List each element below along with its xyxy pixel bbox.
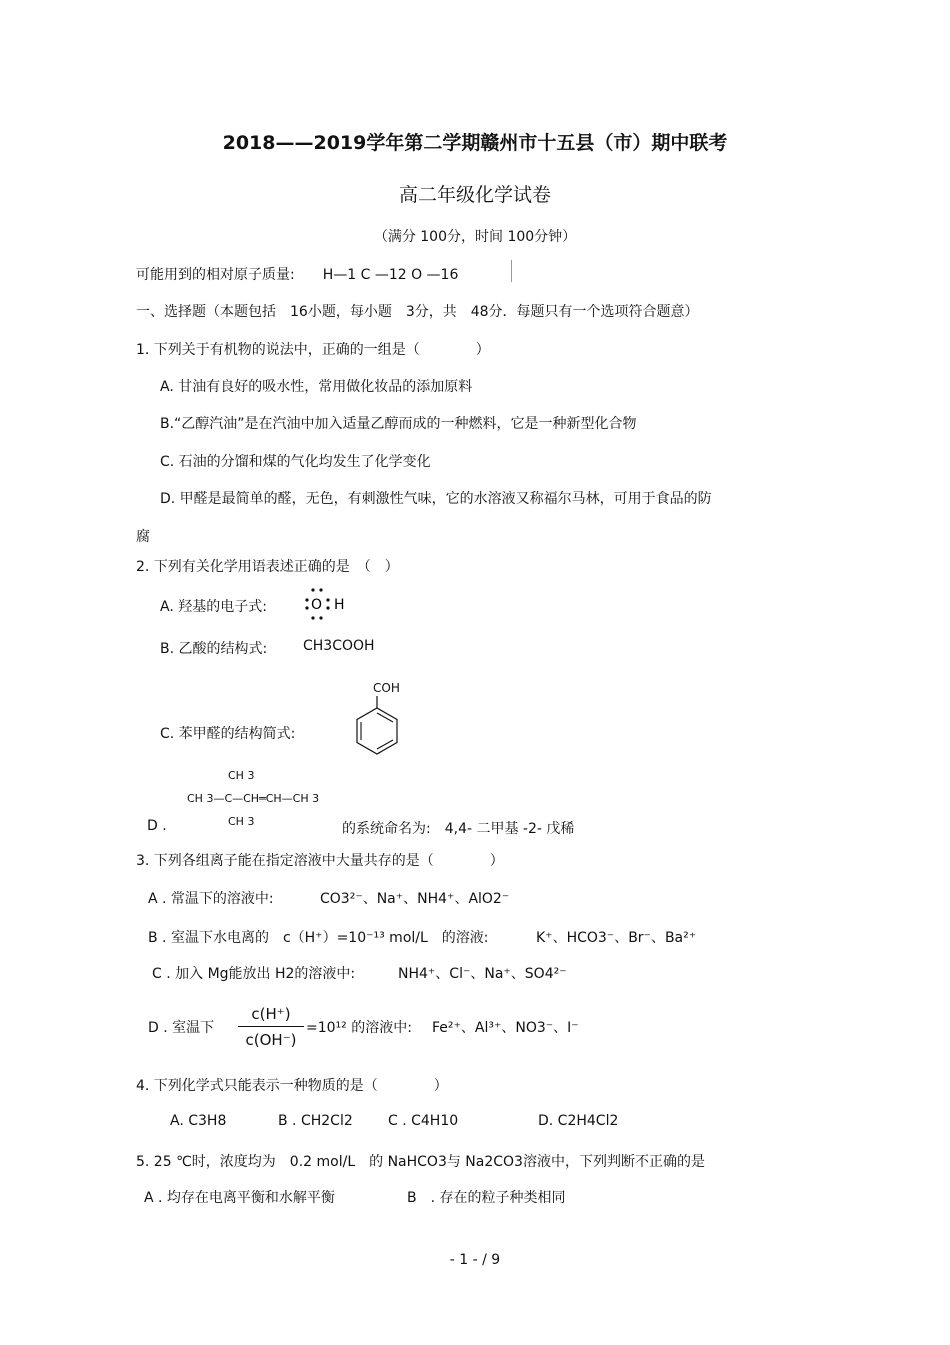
- question-4-option-d: D. C2H4Cl2: [538, 1113, 619, 1129]
- question-3-option-c-ions: NH4⁺、Cl⁻、Na⁺、SO4²⁻: [398, 966, 567, 982]
- question-3-option-a-ions: CO3²⁻、Na⁺、NH4⁺、AlO2⁻: [320, 891, 510, 907]
- question-3-option-a-prefix: A . 常温下的溶液中:: [148, 891, 274, 907]
- pentene-chain-label: CH 3—C—CH═CH—CH 3: [187, 792, 320, 805]
- question-3-option-b-prefix: B . 室温下水电离的 c（H⁺）=10⁻¹³ mol/L 的溶液:: [148, 930, 489, 946]
- question-1-option-c: C. 石油的分馏和煤的气化均发生了化学变化: [160, 454, 431, 470]
- question-2-option-d-text: 的系统命名为: 4,4- 二甲基 -2- 戊稀: [342, 821, 575, 837]
- exam-title: 2018——2019学年第二学期赣州市十五县（市）期中联考: [222, 132, 728, 154]
- hydrogen-symbol: H: [334, 597, 345, 613]
- atomic-masses: 可能用到的相对原子质量: H—1 C —12 O —16: [136, 267, 459, 283]
- question-5-option-a: A . 均存在电离平衡和水解平衡: [144, 1190, 335, 1206]
- acetic-acid-formula: CH3COOH: [303, 638, 375, 654]
- question-1-option-d-cont: 腐: [136, 529, 150, 545]
- benzaldehyde-group-label: COH: [373, 681, 400, 695]
- fraction-denominator: c(OH⁻): [245, 1031, 297, 1049]
- question-2-option-a-label: A. 羟基的电子式:: [160, 599, 267, 615]
- fraction-bar: [238, 1026, 304, 1027]
- question-3-option-c-prefix: C . 加入 Mg能放出 H2的溶液中:: [152, 966, 356, 982]
- question-3-option-d-ions: Fe²⁺、Al³⁺、NO3⁻、I⁻: [432, 1020, 579, 1036]
- oxygen-symbol: O: [311, 597, 323, 613]
- methyl-bottom-label: CH 3: [228, 815, 255, 828]
- question-4-option-b: B . CH2Cl2: [278, 1113, 353, 1129]
- fraction-numerator: c(H⁺): [251, 1005, 291, 1023]
- section-heading: 一、选择题（本题包括 16小题，每小题 3分，共 48分．每题只有一个选项符合题意）: [136, 304, 699, 320]
- question-5-option-b: B . 存在的粒子种类相同: [407, 1190, 566, 1206]
- question-5-stem: 5. 25 ℃时，浓度均为 0.2 mol/L 的 NaHCO3与 Na2CO3溶液中，下列判断不正确的是: [136, 1154, 705, 1170]
- exam-subtitle: 高二年级化学试卷: [398, 184, 551, 206]
- score-time: （满分 100分，时间 100分钟）: [373, 229, 577, 245]
- question-3-option-d-ratio: =10¹² 的溶液中:: [306, 1020, 412, 1036]
- question-4-option-a: A. C3H8: [170, 1113, 227, 1129]
- question-3-stem: 3. 下列各组离子能在指定溶液中大量共存的是（ ）: [136, 853, 504, 869]
- question-3-option-d-prefix: D . 室温下: [148, 1020, 215, 1036]
- question-1-option-a: A. 甘油有良好的吸水性，常用做化妆品的添加原料: [160, 379, 473, 395]
- page-number: - 1 - / 9: [449, 1252, 501, 1268]
- benzene-ring-structure: [350, 694, 406, 762]
- question-3-option-b-ions: K⁺、HCO3⁻、Br⁻、Ba²⁺: [536, 930, 697, 946]
- question-4-stem: 4. 下列化学式只能表示一种物质的是（ ）: [136, 1078, 448, 1094]
- question-2-option-c-label: C. 苯甲醛的结构简式:: [160, 726, 296, 742]
- question-1-option-d: D. 甲醛是最简单的醛，无色，有刺激性气味，它的水溶液又称福尔马林，可用于食品的防: [160, 491, 712, 507]
- question-2-option-b-label: B. 乙酸的结构式:: [160, 641, 268, 657]
- question-4-option-c: C . C4H10: [388, 1113, 459, 1129]
- question-1-stem: 1. 下列关于有机物的说法中，正确的一组是（ ）: [136, 342, 490, 358]
- methyl-top-label: CH 3: [228, 769, 255, 782]
- question-2-stem: 2. 下列有关化学用语表述正确的是 （ ）: [136, 559, 399, 575]
- question-2-option-d-label: D .: [147, 818, 167, 834]
- hydroxyl-electron-formula: [300, 586, 360, 622]
- question-1-option-b: B.“乙醇汽油”是在汽油中加入适量乙醇而成的一种燃料，它是一种新型化合物: [160, 416, 637, 432]
